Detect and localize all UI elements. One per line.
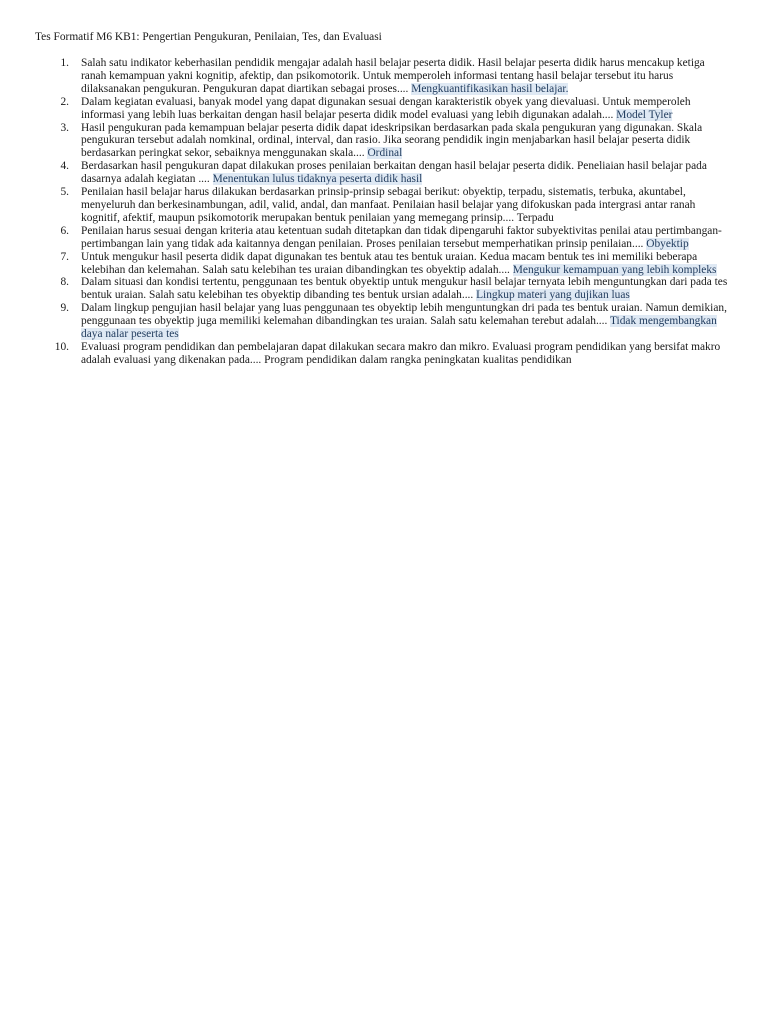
question-text [81, 225, 731, 251]
answer-highlight: Model Tyler [616, 108, 673, 121]
question-number: 7. [60, 250, 69, 263]
answer-highlight: Mengkuantifikasikan hasil belajar. [411, 82, 569, 95]
question-body: Salah satu indikator keberhasilan pendidik mengajar adalah hasil belajar peserta didik. Hasil belajar peserta didik harus mencakup ketiga ranah kemampuan yakni kognitip, afektip, dan psikomotorik. Untuk memperoleh informasi tentang hasil belajar tersebut itu harus dilaksanakan pengukuran. Pengukuran dapat diartikan sebagai proses.... [81, 57, 705, 95]
question-item-6 [0, 225, 768, 251]
question-item-3 [0, 122, 768, 161]
question-number: 4. [60, 160, 69, 173]
question-item-4 [0, 160, 768, 186]
question-number: 10. [54, 340, 69, 353]
question-item-10 [0, 341, 768, 367]
question-number: 9. [60, 302, 69, 315]
question-body: Hasil pengukuran pada kemampuan belajar peserta didik dapat ideskripsikan berdasarkan pada skala pengukuran yang digunakan. Skala pengukuran tersebut adalah nomkinal, ordinal, interval, dan rasio. Jika seorang pendidik ingin menjabarkan hasil belajar peserta didik berdasarkan peringkat sekor, sebaiknya menggunakan skala.... [81, 121, 703, 160]
question-text [81, 276, 731, 302]
question-item-7 [0, 251, 768, 277]
question-item-9 [0, 302, 768, 341]
answer-highlight: Obyektip [646, 237, 689, 250]
question-body: Dalam situasi dan kondisi tertentu, penggunaan tes bentuk obyektip untuk mengukur hasil belajar ternyata lebih menguntungkan dari pada tes bentuk uraian. Salah satu kelebihan tes obyektip dibanding tes bentuk ursian adalah.... [81, 276, 728, 302]
question-text [81, 160, 731, 186]
question-item-1 [0, 57, 768, 96]
question-body: Evaluasi program pendidikan dan pembelajaran dapat dilakukan secara makro dan mikro. Evaluasi program pendidikan yang bersifat makro adalah evaluasi yang dikenakan pada.... Program pendidikan dalam rangka peningkatan kualitas pendidikan [81, 340, 721, 366]
question-number: 2. [60, 95, 69, 108]
question-text [81, 57, 731, 96]
question-body: Dalam lingkup pengujian hasil belajar yang luas penggunaan tes obyektip lebih menguntungkan dri pada tes bentuk uraian. Namun demikian, penggunaan tes obyektip juga memiliki kelemahan dibandingkan tes uraian. Salah satu kelemahan terebut adalah.... [81, 302, 727, 328]
question-item-8 [0, 276, 768, 302]
question-text [81, 302, 731, 341]
question-number: 5. [60, 186, 69, 199]
answer-highlight: Mengukur kemampuan yang lebih kompleks [512, 263, 717, 276]
question-number: 3. [60, 121, 69, 134]
question-number: 6. [60, 224, 69, 237]
document-title: Tes Formatif M6 KB1: Pengertian Pengukuran, Penilaian, Tes, dan Evaluasi [35, 31, 382, 43]
question-number: 1. [60, 57, 69, 69]
question-body: Penilaian hasil belajar harus dilakukan berdasarkan prinsip-prinsip sebagai berikut: obyektip, terpadu, sistematis, terbuka, akuntabel, menyeluruh dan berkesinambungan, adil, valid, andal, dan manfaat. Penilaian hasil belajar yang difokuskan pada intergrasi antar ranah kognitif, afektif, maupun psikomotorik merupakan bentuk penilaian yang memegang prinsip.... Terpadu [81, 186, 696, 224]
question-text [81, 251, 731, 277]
question-body: Untuk mengukur hasil peserta didik dapat digunakan tes bentuk atau tes bentuk uraian. Kedua macam bentuk tes ini memiliki beberapa kelebihan dan kelemahan. Salah satu kelebihan tes uraian dibandingkan tes obyektip adalah.... [81, 250, 698, 276]
question-number: 8. [60, 276, 69, 289]
question-text [81, 341, 731, 367]
answer-highlight: Tidak mengembangkan daya nalar peserta tes [81, 315, 717, 341]
question-item-2 [0, 96, 768, 122]
question-text [81, 122, 731, 161]
answer-highlight: Menentukan lulus tidaknya peserta didik hasil [212, 173, 423, 186]
question-item-5 [0, 186, 768, 225]
question-text [81, 186, 731, 225]
question-body: Berdasarkan hasil pengukuran dapat dilakukan proses penilaian berkaitan dengan hasil belajar peserta didik. Peneliaian hasil belajar pada dasarnya adalah kegiatan .... [81, 160, 707, 186]
question-body: Dalam kegiatan evaluasi, banyak model yang dapat digunakan sesuai dengan karakteristik obyek yang dievaluasi. Untuk memperoleh informasi yang lebih luas berkaitan dengan hasil belajar peserta didik model evaluasi yang lebih digunakan adalah.... [81, 95, 691, 121]
answer-highlight: Lingkup materi yang dujikan luas [476, 289, 630, 302]
question-text [81, 96, 731, 122]
question-body: Penilaian harus sesuai dengan kriteria atau ketentuan sudah ditetapkan dan tidak dipengaruhi faktor subyektivitas penilai atau pertimbangan-pertimbangan lain yang tidak ada kaitannya dengan penilaian. Proses penilaian tersebut memperhatikan prinsip penilaian.... [81, 224, 722, 250]
question-list [0, 57, 768, 367]
answer-highlight: Ordinal [367, 147, 403, 160]
